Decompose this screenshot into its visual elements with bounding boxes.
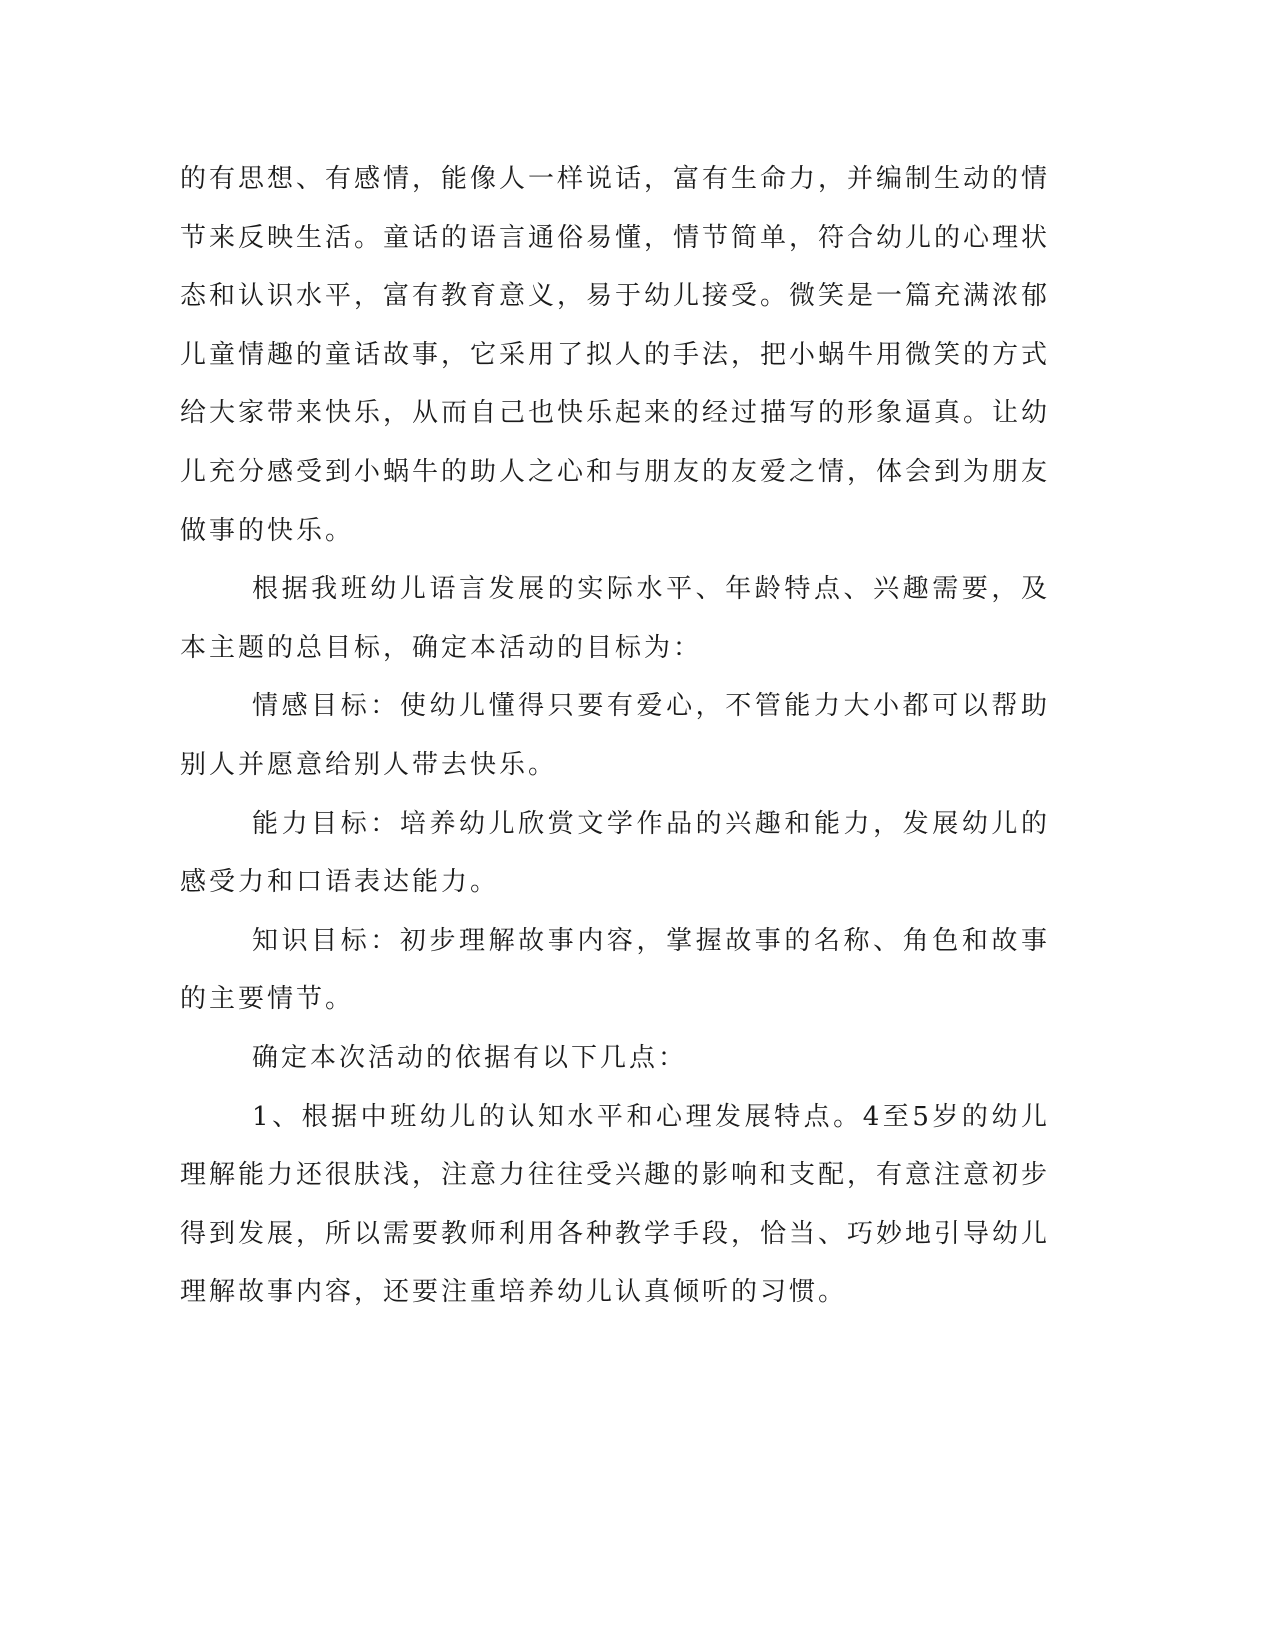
paragraph-story-intro: 的有思想、有感情，能像人一样说话，富有生命力，并编制生动的情节来反映生活。童话的语言通俗易懂，情节简单，符合幼儿的心理状态和认识水平，富有教育意义，易于幼儿接受。微笑是一篇充满浓郁儿童情趣的童话故事，它采用了拟人的手法，把小蜗牛用微笑的方式给大家带来快乐，从而自己也快乐起来的经过描写的形象逼真。让幼儿充分感受到小蜗牛的助人之心和与朋友的友爱之情，体会到为朋友做事的快乐。 <box>180 164 1051 546</box>
paragraph-basis-heading: 确定本次活动的依据有以下几点： <box>252 1042 688 1073</box>
paragraph-knowledge-goal: 知识目标：初步理解故事内容，掌握故事的名称、角色和故事的主要情节。 <box>180 925 1050 1015</box>
paragraph-ability-goal: 能力目标：培养幼儿欣赏文学作品的兴趣和能力，发展幼儿的感受力和口语表达能力。 <box>180 808 1050 898</box>
paragraph-basis-point-1: 1、根据中班幼儿的认知水平和心理发展特点。4至5岁的幼儿理解能力还很肤浅，注意力往往受兴趣的影响和支配，有意注意初步得到发展，所以需要教师利用各种教学手段，恰当、巧妙地引导幼儿理解故事内容，还要注重培养幼儿认真倾听的习惯。 <box>180 1101 1051 1308</box>
document-body <box>180 150 1050 1322</box>
paragraph-goal-basis: 根据我班幼儿语言发展的实际水平、年龄特点、兴趣需要，及本主题的总目标，确定本活动的目标为： <box>180 574 1050 663</box>
paragraph-emotion-goal: 情感目标：使幼儿懂得只要有爱心，不管能力大小都可以帮助别人并愿意给别人带去快乐。 <box>180 691 1050 780</box>
